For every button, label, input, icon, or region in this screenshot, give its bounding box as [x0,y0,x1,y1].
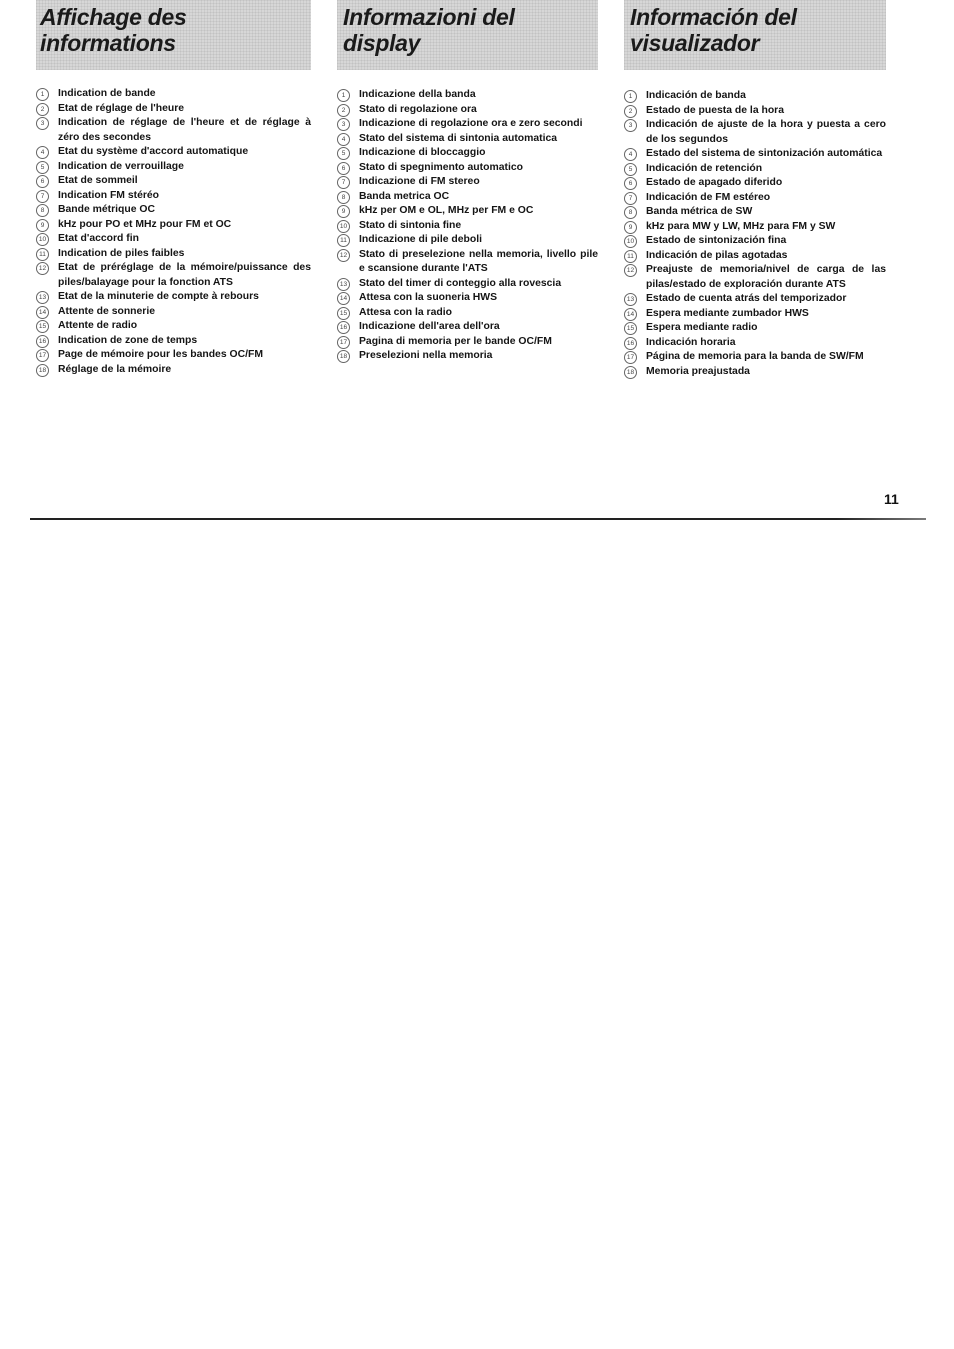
item-text: Attesa con la suoneria HWS [359,292,497,303]
item-number-badge: 4 [36,146,49,159]
item-number-badge: 5 [337,147,350,160]
item-text: Etat de la minuterie de compte à rebours [58,291,259,302]
item-number-badge: 2 [337,104,350,117]
item-number-badge: 17 [36,349,49,362]
list-item [337,175,598,190]
list-item [36,116,311,145]
heading-band-spanish [624,0,886,70]
item-number-badge: 7 [337,176,350,189]
list-item [337,335,598,350]
list-item [624,234,886,249]
item-number-badge: 2 [36,103,49,116]
item-text: Preselezioni nella memoria [359,350,493,361]
list-item [624,147,886,162]
column-french [36,0,311,377]
item-text: Estado de sintonización fina [646,235,787,246]
item-text: Stato di preselezione nella memoria, livello pile e scansione durante l'ATS [359,248,598,274]
item-text: Indication de zone de temps [58,334,198,346]
list-item [337,320,598,335]
item-text: Estado de puesta de la hora [646,104,785,116]
column-spanish [624,0,886,379]
list-item [624,118,886,147]
item-text: Etat de sommeil [58,175,138,186]
list-item [337,132,598,147]
item-text: Indication de bande [58,88,156,99]
item-number-badge: 6 [624,177,637,190]
item-text: Indication de piles faibles [58,247,185,259]
list-item [36,232,311,247]
list-item [624,263,886,292]
item-text: Banda metrica OC [359,190,450,202]
item-number-badge: 5 [36,161,49,174]
list-item [624,350,886,365]
item-text: Réglage de la mémoire [58,363,172,375]
item-number-badge: 8 [36,204,49,217]
item-text: Stato di regolazione ora [359,103,477,115]
item-text: Stato di spegnimento automatico [359,161,523,173]
item-number-badge: 14 [337,292,350,305]
item-number-badge: 10 [36,233,49,246]
item-number-badge: 17 [337,336,350,349]
item-number-badge: 11 [337,234,350,247]
item-text: kHz para MW y LW, MHz para FM y SW [646,220,836,232]
heading-title: Affichage des informations [40,4,187,56]
item-text: Banda métrica de SW [646,206,753,217]
item-number-badge: 3 [36,117,49,130]
item-text: Stato del timer di conteggio alla rovescia [359,277,562,289]
item-text: Indicación de ajuste de la hora y puesta a cero de los segundos [646,119,886,145]
list-item [36,87,311,102]
item-text: Bande métrique OC [58,204,155,215]
item-text: Estado del sistema de sintonización automática [646,148,883,159]
item-text: Indicazione dell'area dell'ora [359,321,500,332]
list-item [337,248,598,277]
item-text: Attente de radio [58,320,138,331]
list-item [337,349,598,364]
list-item [337,233,598,248]
list-item [36,348,311,363]
list-item [624,176,886,191]
item-number-badge: 14 [624,308,637,321]
item-text: Estado de apagado diferido [646,177,783,188]
item-text: kHz pour PO et MHz pour FM et OC [58,218,232,230]
list-item [624,205,886,220]
item-text: Etat de réglage de l'heure [58,102,185,114]
list-item [36,189,311,204]
item-text: Etat de préréglage de la mémoire/puissance des piles/balayage pour la fonction ATS [58,262,311,288]
list-item [36,261,311,290]
list-item [337,103,598,118]
item-number-badge: 13 [337,278,350,291]
item-text: Indicación de banda [646,90,746,101]
list-item [624,321,886,336]
item-number-badge: 9 [337,205,350,218]
item-number-badge: 15 [36,320,49,333]
item-number-badge: 4 [624,148,637,161]
item-number-badge: 9 [624,221,637,234]
heading-band-french [36,0,311,70]
item-number-badge: 7 [624,192,637,205]
list-item [337,219,598,234]
item-number-badge: 6 [36,175,49,188]
item-number-badge: 12 [36,262,49,275]
item-number-badge: 12 [624,264,637,277]
list-item [337,190,598,205]
item-number-badge: 17 [624,351,637,364]
item-number-badge: 12 [337,249,350,262]
list-item [624,292,886,307]
list-item [624,336,886,351]
item-text: Página de memoria para la banda de SW/FM [646,351,864,362]
item-number-badge: 3 [624,119,637,132]
list-item [36,218,311,233]
item-number-badge: 1 [36,88,49,101]
item-text: Indicazione di FM stereo [359,176,480,187]
item-list [624,89,886,379]
list-item [36,160,311,175]
list-item [36,290,311,305]
list-item [624,307,886,322]
column-italian [337,0,598,364]
list-item [337,306,598,321]
item-number-badge: 10 [624,235,637,248]
item-text: Indicazione della banda [359,89,476,100]
item-text: Espera mediante radio [646,322,758,333]
footer-rule [30,518,926,520]
item-text: Indicación horaria [646,336,736,348]
item-number-badge: 13 [624,293,637,306]
item-number-badge: 7 [36,190,49,203]
item-list [337,88,598,364]
list-item [337,88,598,103]
item-text: Page de mémoire pour les bandes OC/FM [58,349,263,360]
item-text: Indication FM stéréo [58,189,160,201]
list-item [624,220,886,235]
item-number-badge: 16 [624,337,637,350]
list-item [624,162,886,177]
list-item [337,277,598,292]
item-number-badge: 2 [624,105,637,118]
item-number-badge: 8 [624,206,637,219]
list-item [337,146,598,161]
item-text: Etat du système d'accord automatique [58,146,249,157]
list-item [36,247,311,262]
heading-band-italian [337,0,598,70]
item-number-badge: 9 [36,219,49,232]
list-item [36,334,311,349]
item-number-badge: 18 [624,366,637,379]
item-text: Indicación de retención [646,162,763,174]
item-number-badge: 15 [337,307,350,320]
item-number-badge: 16 [337,321,350,334]
list-item [624,249,886,264]
list-item [624,365,886,380]
list-item [337,291,598,306]
list-item [36,102,311,117]
item-text: Indication de verrouillage [58,160,184,172]
heading-title: Informazioni del display [343,4,515,56]
item-text: Indicación de pilas agotadas [646,249,788,261]
item-number-badge: 5 [624,163,637,176]
list-item [337,204,598,219]
list-item [337,117,598,132]
item-text: Espera mediante zumbador HWS [646,307,809,319]
item-text: Indicación de FM estéreo [646,191,771,203]
item-text: Etat d'accord fin [58,233,139,244]
heading-title: Información del visualizador [630,4,797,56]
item-number-badge: 4 [337,133,350,146]
item-text: Indicazione di pile deboli [359,234,482,245]
list-item [624,104,886,119]
item-number-badge: 15 [624,322,637,335]
list-item [36,305,311,320]
item-number-badge: 1 [624,90,637,103]
item-text: kHz per OM e OL, MHz per FM e OC [359,205,534,216]
item-number-badge: 14 [36,306,49,319]
item-text: Stato di sintonia fine [359,219,462,231]
item-number-badge: 18 [36,364,49,377]
item-text: Memoria preajustada [646,365,750,377]
list-item [624,191,886,206]
item-number-badge: 1 [337,89,350,102]
list-item [36,145,311,160]
list-item [624,89,886,104]
list-item [337,161,598,176]
item-text: Indicazione di bloccaggio [359,147,486,158]
page-number: 11 [884,491,899,507]
list-item [36,319,311,334]
item-text: Stato del sistema di sintonia automatica [359,132,558,144]
list-item [36,363,311,378]
item-number-badge: 11 [36,248,49,261]
item-text: Indication de réglage de l'heure et de réglage à zéro des secondes [58,117,311,143]
item-text: Attesa con la radio [359,306,452,318]
item-text: Indicazione di regolazione ora e zero secondi [359,118,583,129]
item-number-badge: 10 [337,220,350,233]
item-number-badge: 3 [337,118,350,131]
item-number-badge: 16 [36,335,49,348]
item-text: Attente de sonnerie [58,305,155,317]
list-item [36,203,311,218]
item-number-badge: 18 [337,350,350,363]
item-text: Preajuste de memoria/nivel de carga de las pilas/estado de exploración durante ATS [646,264,886,290]
item-text: Pagina di memoria per le bande OC/FM [359,335,552,347]
item-number-badge: 8 [337,191,350,204]
item-number-badge: 11 [624,250,637,263]
item-text: Estado de cuenta atrás del temporizador [646,293,847,304]
list-item [36,174,311,189]
item-list [36,87,311,377]
item-number-badge: 13 [36,291,49,304]
item-number-badge: 6 [337,162,350,175]
